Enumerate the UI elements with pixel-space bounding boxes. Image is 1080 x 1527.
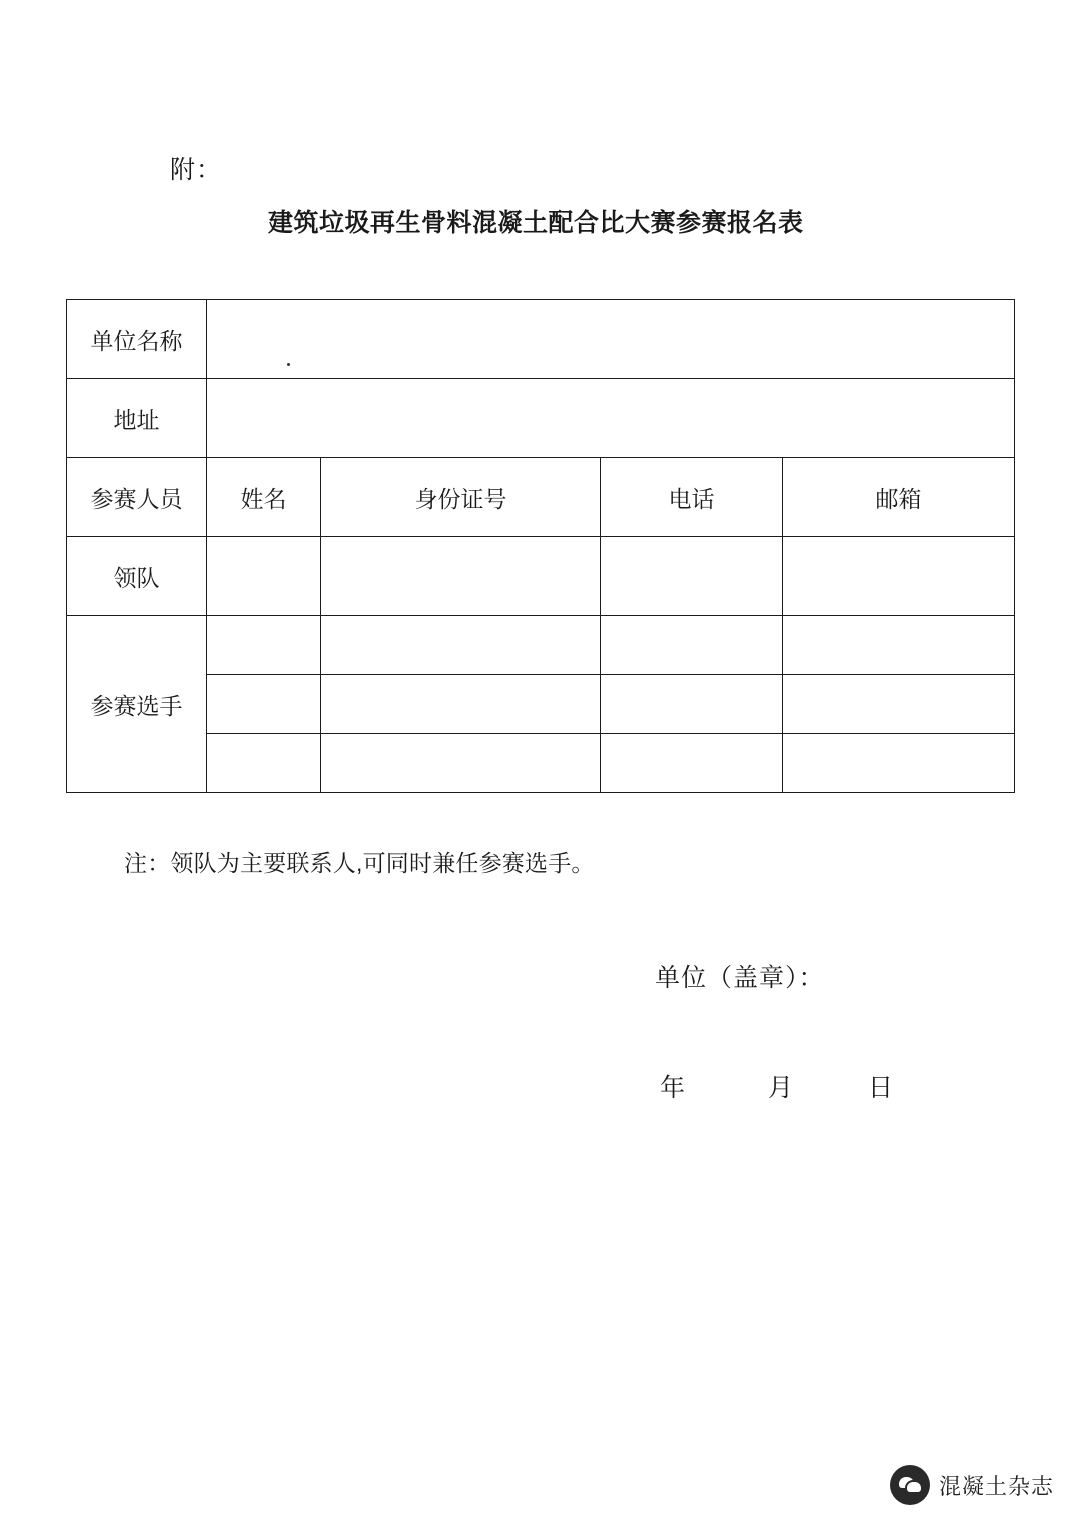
field-leader-id-number[interactable] (321, 537, 601, 616)
date-day-label: 日 (868, 1075, 895, 1102)
field-player3-name[interactable] (207, 734, 321, 793)
column-header-id-number: 身份证号 (321, 458, 601, 537)
watermark-label: 混凝土杂志 (938, 1473, 1054, 1499)
field-leader-phone[interactable] (601, 537, 783, 616)
field-player1-phone[interactable] (601, 616, 783, 675)
label-unit-name: 单位名称 (67, 300, 207, 379)
column-header-email: 邮箱 (783, 458, 1015, 537)
field-player3-phone[interactable] (601, 734, 783, 793)
field-player2-phone[interactable] (601, 675, 783, 734)
field-player2-name[interactable] (207, 675, 321, 734)
field-leader-email[interactable] (783, 537, 1015, 616)
date-year-label: 年 (660, 1075, 687, 1102)
field-player1-id-number[interactable] (321, 616, 601, 675)
registration-form-table (66, 299, 1015, 793)
date-month-label: 月 (768, 1075, 795, 1102)
table-row (67, 537, 1015, 616)
table-row (67, 734, 1015, 793)
field-player3-id-number[interactable] (321, 734, 601, 793)
table-row (67, 675, 1015, 734)
table-row (67, 616, 1015, 675)
column-header-phone: 电话 (601, 458, 783, 537)
column-header-name: 姓名 (207, 458, 321, 537)
date-line (660, 1068, 894, 1104)
label-leader: 领队 (67, 537, 207, 616)
table-row (67, 300, 1015, 379)
field-leader-name[interactable] (207, 537, 321, 616)
wechat-icon (890, 1465, 930, 1505)
stray-mark (287, 363, 290, 366)
form-note: 注：领队为主要联系人,可同时兼任参赛选手。 (124, 850, 595, 876)
label-address: 地址 (67, 379, 207, 458)
field-address[interactable] (207, 379, 1015, 458)
attachment-label: 附： (170, 157, 223, 184)
watermark (890, 1465, 1054, 1505)
field-unit-name[interactable] (207, 300, 1015, 379)
field-player2-email[interactable] (783, 675, 1015, 734)
field-player1-email[interactable] (783, 616, 1015, 675)
table-header-row (67, 458, 1015, 537)
seal-line: 单位（盖章）： (655, 965, 825, 992)
field-player2-id-number[interactable] (321, 675, 601, 734)
table-row (67, 379, 1015, 458)
label-participants: 参赛人员 (67, 458, 207, 537)
label-players: 参赛选手 (67, 616, 207, 793)
page-title: 建筑垃圾再生骨料混凝土配合比大赛参赛报名表 (268, 209, 804, 237)
field-player3-email[interactable] (783, 734, 1015, 793)
field-player1-name[interactable] (207, 616, 321, 675)
